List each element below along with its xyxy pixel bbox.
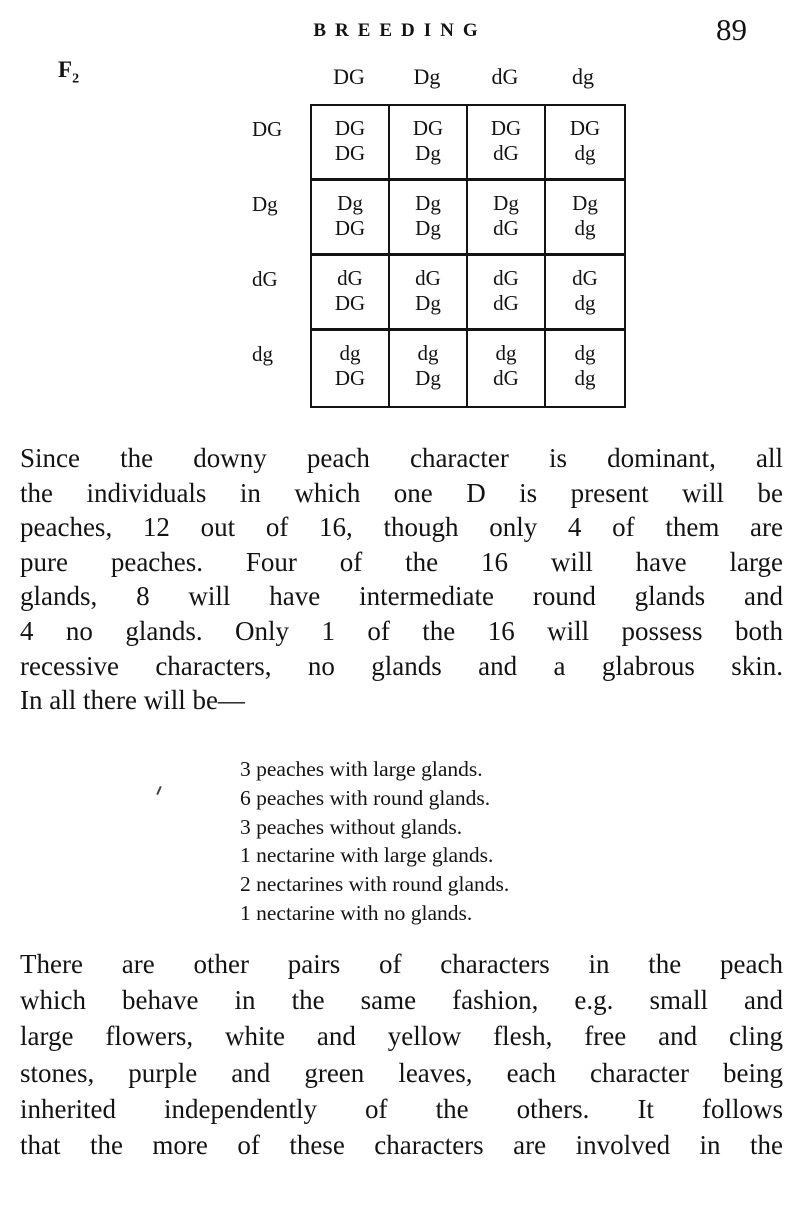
list-item: 1 nectarine with no glands. [240, 900, 473, 925]
genotype-line: DG [334, 291, 366, 315]
scan-speck [156, 786, 161, 795]
text-line: large flowers, white and yellow flesh, free and cling [20, 1021, 783, 1052]
punnett-cell [390, 106, 468, 181]
column-header: Dg [413, 64, 441, 89]
punnett-column-headers [310, 60, 626, 104]
genotype-line: DG [334, 116, 366, 140]
row-header: Dg [252, 192, 278, 216]
punnett-cell [546, 106, 624, 181]
punnett-row-headers [250, 104, 310, 408]
genotype-line: Dg [415, 141, 441, 165]
punnett-cell [546, 181, 624, 256]
punnett-cell [468, 331, 546, 406]
genotype-line: Dg [337, 191, 363, 215]
genotype-line: dg [339, 341, 361, 365]
list-item: 3 peaches with large glands. [240, 757, 483, 781]
row-header: dg [252, 342, 273, 366]
genotype-line: DG [490, 116, 522, 140]
punnett-cell [390, 256, 468, 331]
list-item: 3 peaches without glands. [240, 814, 463, 839]
genotype-line: dg [574, 366, 596, 390]
genotype-line: DG [569, 116, 601, 140]
genotype-line: dG [415, 266, 441, 290]
punnett-cell [312, 256, 390, 331]
punnett-cell [312, 181, 390, 256]
text-line: inherited independently of the others. It follows [20, 1093, 783, 1124]
genotype-line: dG [493, 291, 519, 315]
list-item: 6 peaches with round glands. [240, 785, 491, 810]
genotype-line: DG [334, 216, 366, 240]
punnett-cell [546, 331, 624, 406]
genotype-line: Dg [415, 366, 441, 390]
list-item: 2 nectarines with round glands. [240, 872, 510, 897]
genotype-line: dg [574, 216, 596, 240]
generation-label [58, 57, 79, 88]
genotype-line: dg [574, 291, 596, 315]
punnett-cell [468, 106, 546, 181]
text-line: glands, 8 will have intermediate round glands and [20, 581, 783, 612]
row-header: DG [252, 117, 283, 141]
genotype-line: DG [412, 116, 444, 140]
body-paragraph-1 [20, 441, 783, 718]
genotype-line: DG [334, 366, 366, 390]
genotype-line: DG [334, 141, 366, 165]
punnett-cell [546, 256, 624, 331]
text-line: 4 no glands. Only 1 of the 16 will possess both [20, 615, 783, 646]
genotype-line: dG [493, 266, 519, 290]
running-header: BREEDING [313, 20, 487, 41]
offspring-tally-list [240, 755, 509, 928]
text-line: Since the downy peach character is dominant, all [20, 443, 783, 473]
text-line: stones, purple and green leaves, each character being [20, 1057, 783, 1088]
column-header: dG [491, 64, 519, 89]
genotype-line: Dg [493, 191, 519, 215]
genotype-line: Dg [415, 291, 441, 315]
punnett-grid [310, 104, 626, 408]
text-line: There are other pairs of characters in the peach [20, 949, 783, 979]
text-line: that the more of these characters are involved in the [20, 1129, 783, 1160]
genotype-line: dG [493, 216, 519, 240]
body-paragraph-2 [20, 946, 783, 1163]
text-line: which behave in the same fashion, e.g. small and [20, 985, 783, 1016]
genotype-line: dg [574, 341, 596, 365]
punnett-square [250, 60, 626, 408]
genotype-line: dg [574, 141, 596, 165]
text-line: peaches, 12 out of 16, though only 4 of them are [20, 512, 783, 543]
genotype-line: Dg [415, 216, 441, 240]
genotype-line: Dg [572, 191, 598, 215]
punnett-cell [390, 181, 468, 256]
text-line: pure peaches. Four of the 16 will have large [20, 546, 783, 577]
genotype-line: dG [493, 141, 519, 165]
genotype-line: dG [493, 366, 519, 390]
column-header: dg [572, 64, 594, 89]
page-number: 89 [716, 12, 747, 47]
text-line: In all there will be— [20, 685, 245, 716]
punnett-cell [312, 331, 390, 406]
genotype-line: dG [572, 266, 598, 290]
row-header: dG [252, 267, 278, 291]
punnett-cell [468, 181, 546, 256]
text-line: the individuals in which one D is present will be [20, 477, 783, 508]
column-header: DG [333, 64, 365, 89]
generation-label-subscript: 2 [72, 71, 80, 87]
list-item: 1 nectarine with large glands. [240, 843, 494, 868]
punnett-cell [468, 256, 546, 331]
punnett-cell [312, 106, 390, 181]
punnett-cell [390, 331, 468, 406]
genotype-line: dg [417, 341, 439, 365]
text-line: recessive characters, no glands and a glabrous skin. [20, 650, 783, 681]
genotype-line: dg [495, 341, 517, 365]
genotype-line: dG [337, 266, 363, 290]
generation-label-base: F [58, 57, 73, 82]
genotype-line: Dg [415, 191, 441, 215]
